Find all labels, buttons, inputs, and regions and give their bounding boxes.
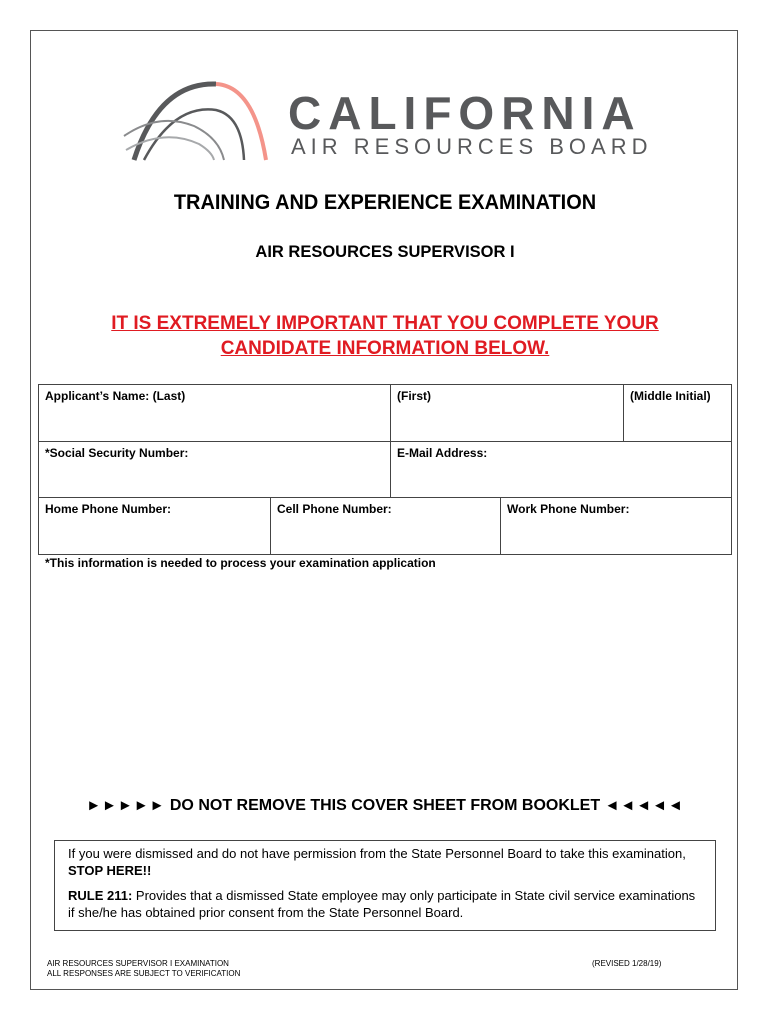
cover-sheet-banner	[0, 797, 770, 815]
middle-initial-field[interactable]	[623, 384, 732, 442]
logo-arcs-icon	[104, 64, 284, 168]
banner-text: DO NOT REMOVE THIS COVER SHEET FROM BOOKLET	[169, 797, 601, 814]
middle-initial-label: (Middle Initial)	[630, 389, 711, 403]
page-title: TRAINING AND EXPERIENCE EXAMINATION	[173, 191, 597, 214]
notice-p1-bold: STOP HERE!!	[68, 863, 152, 878]
warning-line-1: IT IS EXTREMELY IMPORTANT THAT YOU COMPLETE YOUR	[111, 313, 659, 334]
notice-p2-text: Provides that a dismissed State employee may only participate in State civil service examinations if she/he has obtained prior consent from the State Personnel Board.	[68, 888, 696, 920]
email-label: E-Mail Address:	[397, 446, 488, 460]
logo-subtitle: AIR RESOURCES BOARD	[291, 134, 653, 159]
warning-line-2: CANDIDATE INFORMATION BELOW.	[220, 338, 550, 359]
footer-exam-name: AIR RESOURCES SUPERVISOR I EXAMINATION	[47, 959, 229, 968]
footer-revised-date: (REVISED 1/28/19)	[592, 959, 662, 968]
last-name-field[interactable]	[38, 384, 391, 442]
ssn-field[interactable]	[38, 441, 391, 498]
cell-phone-field[interactable]	[270, 497, 501, 555]
logo-title: CALIFORNIA	[288, 87, 642, 139]
work-phone-label: Work Phone Number:	[507, 502, 630, 516]
carb-logo	[104, 64, 664, 168]
home-phone-label: Home Phone Number:	[45, 502, 172, 516]
email-field[interactable]	[390, 441, 732, 498]
footer-left	[47, 959, 240, 979]
right-arrows-icon: ►►►►►	[86, 797, 166, 814]
first-name-label: (First)	[397, 389, 431, 403]
dismissal-notice	[54, 840, 716, 931]
notice-paragraph-2	[68, 887, 702, 921]
form-note: *This information is needed to process your examination application	[45, 556, 436, 570]
cell-phone-label: Cell Phone Number:	[277, 502, 392, 516]
notice-p2-bold: RULE 211:	[68, 888, 133, 903]
last-name-label: Applicant’s Name: (Last)	[45, 389, 186, 403]
notice-p1-text: If you were dismissed and do not have permission from the State Personnel Board to take this examination,	[68, 846, 686, 861]
warning-message	[60, 311, 710, 361]
ssn-label: *Social Security Number:	[45, 446, 189, 460]
notice-paragraph-1	[68, 845, 702, 879]
home-phone-field[interactable]	[38, 497, 271, 555]
footer-verification: ALL RESPONSES ARE SUBJECT TO VERIFICATION	[47, 969, 241, 978]
first-name-field[interactable]	[390, 384, 624, 442]
page-subtitle: AIR RESOURCES SUPERVISOR I	[255, 243, 515, 261]
work-phone-field[interactable]	[500, 497, 732, 555]
left-arrows-icon: ◄◄◄◄◄	[604, 797, 684, 814]
